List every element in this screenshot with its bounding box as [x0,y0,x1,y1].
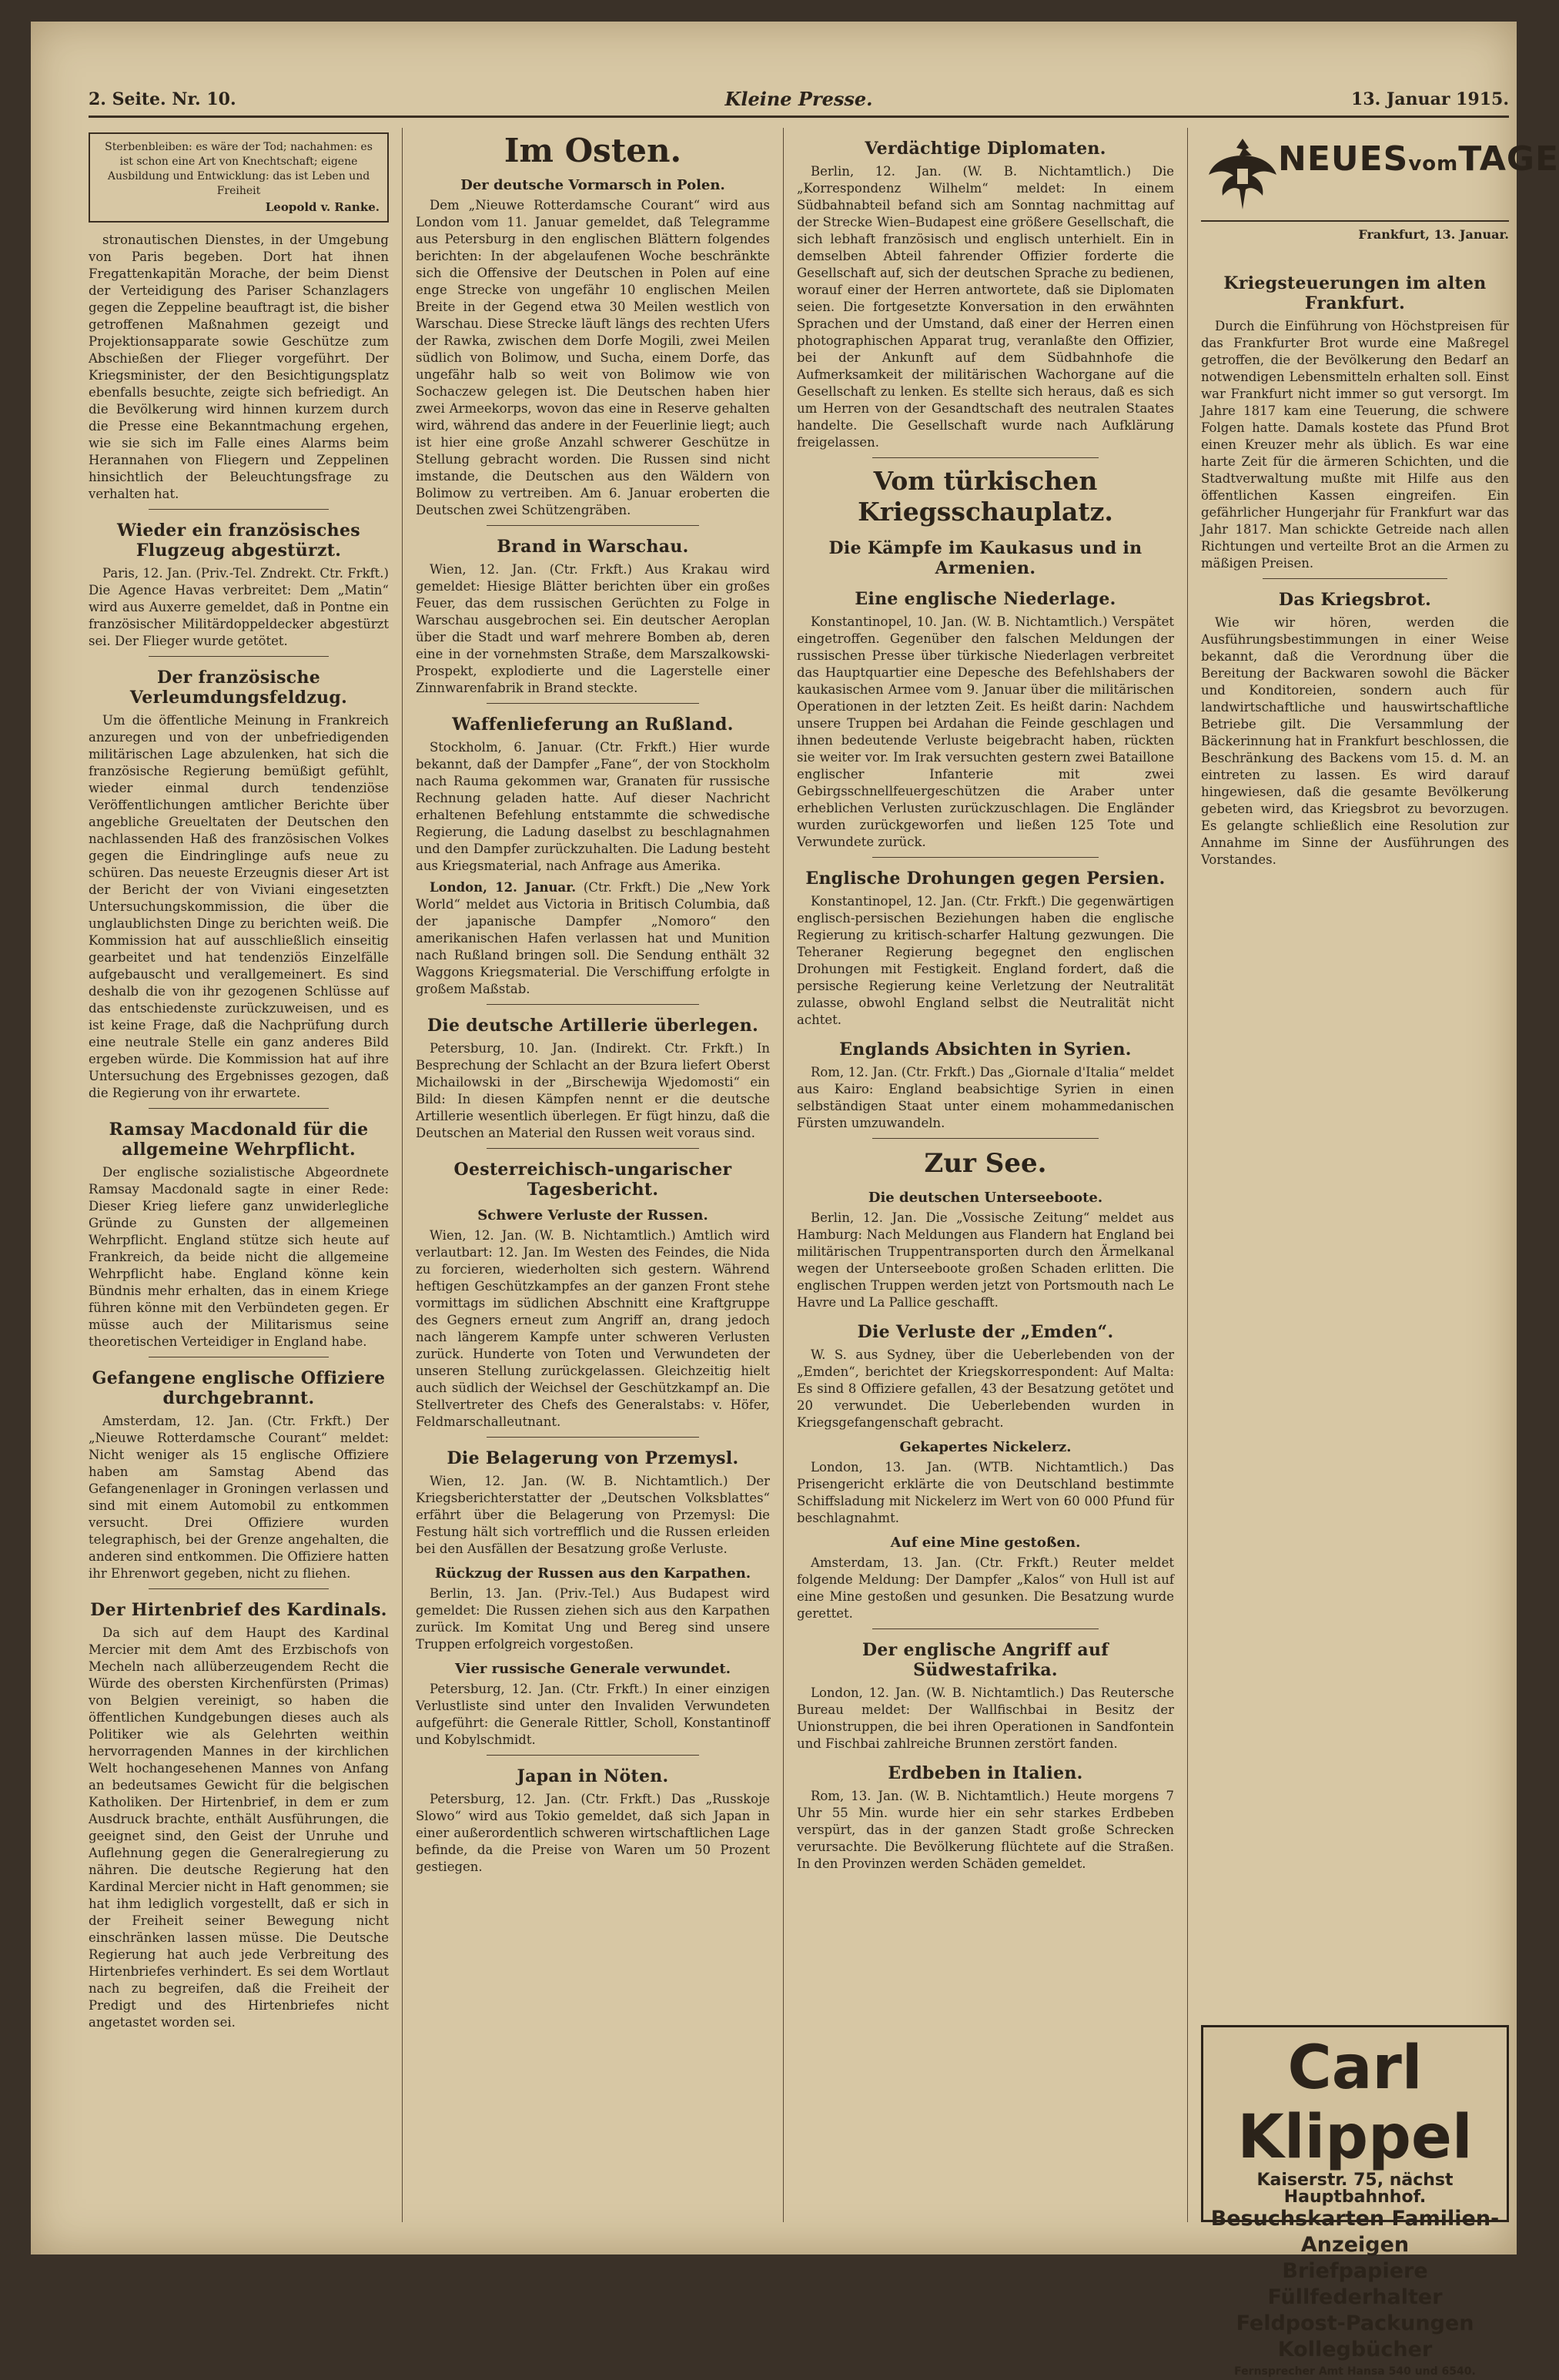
article-headline: Der deutsche Vormarsch in Polen. [460,177,725,193]
article-headline: Brand in Warschau. [497,537,689,557]
ad-line: Briefpapiere Füllfederhalter [1267,2259,1443,2309]
article-headline: Erdbeben in Italien. [888,1763,1083,1783]
divider [149,1108,329,1109]
divider [872,1138,1099,1139]
masthead-word: TAGE [1458,139,1559,179]
advertiser-address: Kaiserstr. 75, nächst Hauptbahnhof. [1256,2171,1454,2207]
column-3 [797,128,1174,2222]
issue-date: 13. Januar 1915. [1351,89,1509,109]
section-title: Vom türkischen Kriegsschauplatz. [858,466,1113,527]
masthead-word: NEUES [1278,139,1409,179]
local-news-masthead [1201,128,1559,222]
advertisement [1201,2025,1509,2378]
motto-text: Sterbenbleiben: es wäre der Tod; nachahmen: es ist schon eine Art von Knechtschaft; eigene Ausbildung und Entwicklung: das ist Leben und Freiheit [105,141,373,197]
article-subheadline: Die Kämpfe im Kaukasus und in Armenien. [828,538,1142,578]
article-text: stronautischen Dienstes, in der Umgebung von Paris begeben. Dort hat ihnen Fregattenkapitän Morache, der beim Dienst der Verteidigung des Pariser Schanzlagers gegen die Zeppeline beauftragt ist, die bisher getroffenen Maßnahmen gezeigt und Projektionsapparate sowie Geschütze zum Abschießen der Flieger vorgeführt. Der Kriegsminister, der den Besichtigungsplatz ebenfalls besuchte, zeigte sich befriedigt. An die Bevölkerung wird hinnen kurzem durch die Presse eine Bekanntmachung ergehen, wie sie sich im Falle eines Alarms beim Herannahen von Fliegern und Zeppelinen hinsichtlich der Beleuchtungsfrage zu verhalten hat. [89,233,389,501]
section-title: Im Osten. [503,132,682,169]
ad-line: Feldpost-Packungen Kollegbücher [1236,2311,1474,2362]
article-headline: Wieder ein französisches Flugzeug abgestürzt. [117,521,360,561]
advertiser-name: Carl Klippel [1237,2034,1473,2172]
article-text: Amsterdam, 13. Jan. (Ctr. Frkft.) Reuter meldet folgende Meldung: Der Dampfer „Kalos“ von Hull ist auf eine Mine gestoßen und gesunken. Die Besatzung wurde gerettet. [797,1555,1174,1621]
article-headline: Gekapertes Nickelerz. [899,1439,1072,1455]
dateline: London, 12. Januar. [430,880,577,895]
article-text: Berlin, 12. Jan. (W. B. Nichtamtlich.) Die „Korrespondenz Wilhelm“ meldet: In einem Südbahnabteil befand sich am Sonntag nachmittag auf der Strecke Wien–Budapest eine größere Gesellschaft, die sich lebhaft französisch und englisch unterhielt. Ein in demselben Abteil fahrender Offizier forderte die Gesellschaft auf, sich der deutschen Sprache zu bedienen, worauf einer der Herren antwortete, daß sie Diplomaten seien. Die fortgesetzte Konversation in den erwähnten Sprachen und der Umstand, daß einer der Herren einen photographischen Apparat trug, veranlaßte den Offizier, bei der Ankunft auf dem Südbahnhofe die Aufmerksamkeit der militärischen Wachorgane auf die Gesellschaft zu lenken. Es stellte sich heraus, daß es sich um Herren von der Gesandtschaft des neutralen Staates handelte. Die Gesellschaft wurde nach Aufklärung freigelassen. [797,164,1174,450]
article-text: Wie wir hören, werden die Ausführungsbestimmungen in einer Weise bekannt, daß die Verordnung über die Bereitung der Backwaren sowohl die Bäcker und Konditoreien, sondern auch für landwirtschaftliche und hauswirtschaftliche Betriebe gilt. Die Versammlung der Bäckerinnung hat in Frankfurt beschlossen, die Beschränkung des Backens vom 15. d. M. an eintreten zu lassen. Es wird darauf hingewiesen, daß die gesamte Bevölkerung gebeten wird, das Kriegsbrot zu bevorzugen. Es gelangte schließlich eine Resolution zur Annahme im Sinne der Ausführungen des Vorstandes. [1201,615,1509,867]
ad-line: Besuchskarten Familien-Anzeigen [1210,2207,1500,2257]
article-text: Dem „Nieuwe Rotterdamsche Courant“ wird aus London vom 11. Januar gemeldet, daß Telegramme aus Petersburg in den englischen Blättern folgendes berichten: In der abgelaufenen Woche beschränkte sich die Offensive der Deutschen in Polen auf eine enge Strecke von ungefähr 10 englischen Meilen Breite in der Gegend etwa 30 Meilen westlich von Warschau. Diese Strecke läuft längs des rechten Ufers der Rawka, zwischen dem Dorfe Mogili, zwei Meilen südlich von Bolimow, und Sucha, einem Dorfe, das ungefähr halb so weit von Bolimow wie von Sochaczew gelegen ist. Die Deutschen haben hier zwei Armeekorps, wovon das eine in Reserve gehalten wird, während das andere in der Feuerlinie liegt; auch ist hier eine große Anzahl schwerer Geschütze in Stellung gebracht worden. Die Russen sind nicht imstande, die Deutschen aus den Wäldern von Bolimow zu vertreiben. Am 6. Januar eroberten die Deutschen zwei Schützengräben. [416,198,770,517]
divider [149,509,329,510]
article-text: Wien, 12. Jan. (W. B. Nichtamtlich.) Der Kriegsberichterstatter der „Deutschen Volksblattes“ erfährt über die Belagerung von Przemysl: Die Festung hält sich vortrefflich und die Russen erleiden bei den Ausfällen der Besatzung große Verluste. [416,1474,770,1556]
article-text: Rom, 13. Jan. (W. B. Nichtamtlich.) Heute morgens 7 Uhr 55 Min. wurde hier ein sehr starkes Erdbeben verspürt, das in der ganzen Stadt große Schrecken verursachte. Die Bevölkerung flüchtete auf die Straßen. In den Provinzen werden Schäden gemeldet. [797,1789,1174,1871]
newspaper-page [31,22,1559,2378]
masthead-word: vom [1408,152,1459,176]
divider [149,656,329,657]
article-text: Paris, 12. Jan. (Priv.-Tel. Zndrekt. Ctr. Frkft.) Die Agence Havas verbreitet: Dem „Matin“ wird aus Auxerre gemeldet, daß in Pontne ein französischer Militärdoppeldecker abgestürzt sei. Der Flieger wurde getötet. [89,566,389,648]
divider [149,1588,329,1589]
local-news-text [1201,263,1509,2018]
column-2 [416,128,770,2222]
article-text: Petersburg, 12. Jan. (Ctr. Frkft.) Das „Russkoje Slowo“ wird aus Tokio gemeldet, daß sich Japan in einer außerordentlich schweren wirtschaftlichen Lage befinde, da die Preise von Waren um 50 Prozent gestiegen. [416,1792,770,1874]
article-headline: Englands Absichten in Syrien. [839,1039,1132,1059]
article-headline: Der Hirtenbrief des Kardinals. [90,1600,387,1620]
article-headline: Das Kriegsbrot. [1278,590,1432,610]
article-text: London, 13. Jan. (WTB. Nichtamtlich.) Das Prisengericht erklärte die von Deutschland bestimmte Schiffsladung mit Nickelerz im Wert von 60 000 Pfund für beschlagnahmt. [797,1460,1174,1525]
article-text: Wien, 12. Jan. (Ctr. Frkft.) Aus Krakau wird gemeldet: Hiesige Blätter berichten über ein großes Feuer, das dem russischen Gerüchten zu Folge in Warschau ausgebrochen sei. Ein deutscher Aeroplan über die Stadt und warf mehrere Bomben ab, deren eine in der vornehmsten Straße, dem Marszalkowski-Prospekt, explodierte und die Lagerstelle einer Zinnwarenfabrik in Brand steckte. [416,562,770,695]
article-text: Konstantinopel, 10. Jan. (W. B. Nichtamtlich.) Verspätet eingetroffen. Gegenüber den falschen Meldungen der russischen Presse über türkische Niederlagen verbreitet das Hauptquartier eine Depesche des Befehlshabers der kaukasischen Armee vom 9. Januar über die militärischen Operationen in der letzten Zeit. Es heißt darin: Nachdem unsere Truppen bei Ardahan die Feinde geschlagen und ihnen bedeutende Verluste beigebracht haben, rückten sie weiter vor. Im Irak versuchten gestern zwei Bataillone englischer Infanterie mit zwei Gebirgsschnellfeuergeschützen die Araber unter erheblichen Verlusten zurückzuschlagen. Die Engländer wurden zurückgeworfen und ließen 125 Tote und Verwundete zurück. [797,614,1174,849]
divider [1263,578,1447,579]
column-rule [783,128,784,2222]
column-4 [1201,128,1559,2378]
motto-source: Leopold v. Ranke. [265,200,380,214]
column-rule [402,128,403,2222]
article-subheadline: Eine englische Niederlage. [855,589,1116,609]
article-headline: Oesterreichisch-ungarischer Tagesbericht. [453,1160,732,1200]
column-rule [1187,128,1188,2222]
article-text: Berlin, 13. Jan. (Priv.-Tel.) Aus Budapest wird gemeldet: Die Russen ziehen sich aus den Karpathen zurück. Im Komitat Ung und Bereg sind unsere Truppen erfolgreich vorgestoßen. [416,1586,770,1652]
divider [872,857,1099,858]
article-headline: Verdächtige Diplomaten. [865,139,1106,159]
article-subheadline: Die deutschen Unterseeboote. [868,1190,1103,1206]
article-text [416,879,770,998]
divider [487,1437,699,1438]
article-text: W. S. aus Sydney, über die Ueberlebenden von der „Emden“, berichtet der Kriegskorrespondent: Auf Malta: Es sind 8 Offiziere gefallen, 43 der Besatzung getötet und 20 verwundet. Die Ueberlebenden wurden in Kriegsgefangenschaft gebracht. [797,1347,1174,1430]
article-headline: Der englische Angriff auf Südwestafrika. [861,1640,1109,1680]
article-headline: Englische Drohungen gegen Persien. [805,869,1166,889]
article-headline: Japan in Nöten. [517,1766,669,1786]
article-text: Konstantinopel, 12. Jan. (Ctr. Frkft.) Die gegenwärtigen englisch-persischen Beziehungen haben die englische Regierung zu kritisch-scharfer Haltung gezwungen. Die Teheraner Regierung begegnet den englischen Drohungen mit Festigkeit. England fordert, daß die persische Regierung keine Verletzung der Neutralität zulasse, obwohl England selbst die Neutralität nicht achtet. [797,894,1174,1027]
masthead-title [1278,139,1559,179]
article-headline: Kriegsteuerungen im alten Frankfurt. [1223,273,1487,313]
article-headline: Die deutsche Artillerie überlegen. [427,1016,759,1036]
article-text: Berlin, 12. Jan. Die „Vossische Zeitung“ meldet aus Hamburg: Nach Meldungen aus Flandern hat England bei militärischen Truppentransporten durch den Ärmelkanal wegen der Unterseeboote großen Schaden erlitten. Die englischen Truppen werden jetzt von Portsmouth nach Le Havre und La Pallice geschafft. [797,1210,1174,1310]
divider [487,1148,699,1149]
divider [487,1755,699,1756]
divider [487,525,699,526]
article-text: Amsterdam, 12. Jan. (Ctr. Frkft.) Der „Nieuwe Rotterdamsche Courant“ meldet: Nicht weniger als 15 englische Offiziere haben am Samstag Abend das Gefangenenlager in Groningen verlassen und sind mit einem Automobil zu entkommen versucht. Drei Offiziere wurden telegraphisch, bei der Grenze angehalten, die anderen sind entkommen. Die Offiziere hatten ihr Ehrenwort gegeben, nicht zu fliehen. [89,1414,389,1581]
article-headline: Auf eine Mine gestoßen. [890,1535,1081,1551]
article-headline: Der französische Verleumdungsfeldzug. [129,668,348,708]
article-headline: Waffenlieferung an Rußland. [452,715,734,735]
article-text: (Ctr. Frkft.) Die „New York World“ meldet aus Victoria in Britisch Columbia, daß der japanische Dampfer „Nomoro“ den amerikanischen Hafen verlassen hat und Munition nach Rußland bringen soll. Die Sendung enthält 32 Waggons Kriegsmaterial. Die Verschiffung erfolgte in großem Maßstab. [416,880,770,996]
article-subheadline: Schwere Verluste der Russen. [477,1207,708,1223]
article-text: Durch die Einführung von Höchstpreisen für das Frankfurter Brot wurde eine Maßregel getroffen, die der Bevölkerung den Bedarf an notwendigen Lebensmitteln erhalten soll. Einst war Frankfurt nicht immer so gut versorgt. Im Jahre 1817 kam eine Teuerung, die schwere Folgen hatte. Damals kostete das Pfund Brot einen Kreuzer mehr als üblich. Es war eine harte Zeit für die ärmeren Schichten, und die Stadtverwaltung mußte mit Hilfe aus den öffentlichen Kassen eingreifen. Ein gefährlicher Hungerjahr für Frankfurt war das Jahr 1817. Man schickte Getreide nach allen Richtungen und verteilte Brot an die Armen zu mäßigen Preisen. [1201,319,1509,571]
article-text: Petersburg, 12. Jan. (Ctr. Frkft.) In einer einzigen Verlustliste sind unter den Invaliden Verwundeten aufgeführt: die Generale Rittler, Scholl, Konstantinoff und Kobylschmidt. [416,1682,770,1747]
article-headline: Die Belagerung von Przemysl. [447,1448,739,1468]
article-text: London, 12. Jan. (W. B. Nichtamtlich.) Das Reutersche Bureau meldet: Der Wallfischbai in Besitz der Unionstruppen, die bei ihren Operationen in Sandfontein und Fischbai zahlreiche Brunnen zerstört fanden. [797,1685,1174,1751]
article-headline: Gefangene englische Offiziere durchgebrannt. [92,1368,386,1408]
dateline: Frankfurt, 13. Januar. [1358,227,1509,242]
article-text: Um die öffentliche Meinung in Frankreich anzuregen und von der unbefriedigenden militärischen Lage abzulenken, hat sich die französische Regierung bemüßigt gefühlt, wieder einmal durch tendenziöse Veröffentlichungen amtlicher Berichte über angebliche Greueltaten der Deutschen den nachlassenden Haß des französischen Volkes gegen die Eindringlinge aufs neue zu schüren. Das neueste Erzeugnis dieser Art ist der Bericht der von Viviani eingesetzten Untersuchungskommission, die über die unglaublichsten Dinge zu berichten weiß. Die Kommission hat auf ausschließlich einseitig gearbeitet und hat tendenziös Einzelfälle aufgebauscht und verallgemeinert. Es sind deshalb die von ihr gezogenen Schlüsse auf das entschiedenste zurückzuweisen, und es ist keine Frage, daß die Nachprüfung durch eine neutrale Stelle ein ganz anderes Bild ergeben würde. Die Kommission hat auf ihre Untersuchung des Ergebnisses gezogen, daß die Regierung von ihr erwartete. [89,713,389,1100]
divider [487,703,699,704]
page-number: 2. Seite. Nr. 10. [89,89,236,109]
article-text: Der englische sozialistische Abgeordnete Ramsay Macdonald sagte in einer Rede: Dieser Krieg liefere ganz unwiderlegliche Gründe zu Gunsten der allgemeinen Wehrpflicht. England stütze sich heute auf Frankreich, da beide nicht die allgemeine Wehrpflicht habe. England könne kein Bündnis mehr erhalten, das in einem Kriege führen könne mit den Verbündeten gegen. Er müsse auch der Militarismus seine theoretischen Verteidiger in England habe. [89,1165,389,1349]
divider [487,1004,699,1005]
article-headline: Vier russische Generale verwundet. [454,1661,731,1677]
column-1 [89,128,389,2222]
article-headline: Ramsay Macdonald für die allgemeine Wehrpflicht. [109,1120,369,1160]
divider [872,457,1099,458]
advertiser-phone: Fernsprecher Amt Hansa 540 und 6540. [1234,2365,1476,2378]
article-headline: Rückzug der Russen aus den Karpathen. [434,1565,751,1582]
article-text: Petersburg, 10. Jan. (Indirekt. Ctr. Frkft.) In Besprechung der Schlacht an der Bzura liefert Oberst Michailowski in der „Birschewija Wjedomosti“ ein Bild: In diesen Kämpfen nennt er die deutsche Artillerie wesentlich überlegen. Er fügt hinzu, daß die Deutschen an Material den Russen weit voraus sind. [416,1041,770,1140]
section-title: Zur See. [924,1148,1047,1179]
newspaper-name: Kleine Presse. [724,88,873,110]
article-text: Stockholm, 6. Januar. (Ctr. Frkft.) Hier wurde bekannt, daß der Dampfer „Fane“, der von Stockholm nach Rauma gekommen war, Granaten für russische Rechnung geladen hatte. Auf dieser Nachricht erhaltenen Befehlung entstammte die schwedische Regierung, die Ladung daselbst zu beschlagnahmen und den Dampfer zurückzuhalten. Die Ladung besteht aus Kriegsmaterial, nach Anfrage aus Amerika. [416,740,770,873]
eagle-emblem-icon [1204,132,1281,213]
article-text: Wien, 12. Jan. (W. B. Nichtamtlich.) Amtlich wird verlautbart: 12. Jan. Im Westen des Feindes, die Nida zu forcieren, wiederholten sich gestern. Während heftigen Geschützkampfes an der ganzen Front stehe vormittags im südlichen Abschnitt eine Kraftgruppe des Gegners erneut zum Angriff an, drang jedoch nach längerem Kampfe unter schweren Verlusten zurück. Hunderte von Toten und Verwundeten der unseren Stellung zurückgelassen. Gleichzeitig hielt auch südlich der Weichsel der Geschützkampf an. Die Stellvertreter des Chefs des Generalstabs: v. Höfer, Feldmarschalleutnant. [416,1228,770,1429]
article-headline: Die Verluste der „Emden“. [857,1322,1114,1342]
motto-box [89,132,389,223]
article-text: Da sich auf dem Haupt des Kardinal Mercier mit dem Amt des Erzbischofs von Mecheln nach allüberzeugendem Recht die Würde des obersten Kirchenfürsten (Primas) von Belgien vereinigt, so haben die öffentlichen Kundgebungen dieses auch als Politiker wie als Gelehrten weithin hervorragenden Mannes in der kirchlichen Welt hochangesehenen Mannes von Anfang an bedeutsames Gewicht für die belgischen Katholiken. Der Hirtenbrief, in dem er zum Ausdruck brachte, enthält Ausführungen, die geeignet sind, den Geist der Unruhe und Auflehnung gegen die Generalregierung zu nähren. Die deutsche Regierung hat den Kardinal Mercier nicht in Haft genommen; sie hat ihm lediglich vorgestellt, daß er sich in der Freiheit seiner Bewegung nicht einschränken lassen müsse. Die Deutsche Regierung hat auch jede Verbreitung des Hirtenbriefes verhindert. Es sei dem Wortlaut nach zu begreifen, daß die Freiheit der Predigt und des Hirtenbriefes nicht angetastet worden sei. [89,1625,389,2030]
article-text: Rom, 12. Jan. (Ctr. Frkft.) Das „Giornale d'Italia“ meldet aus Kairo: England beabsichtige Syrien in einen selbständigen Staat unter einem mohammedanischen Fürsten umzuwandeln. [797,1065,1174,1130]
page-header [89,85,1509,118]
